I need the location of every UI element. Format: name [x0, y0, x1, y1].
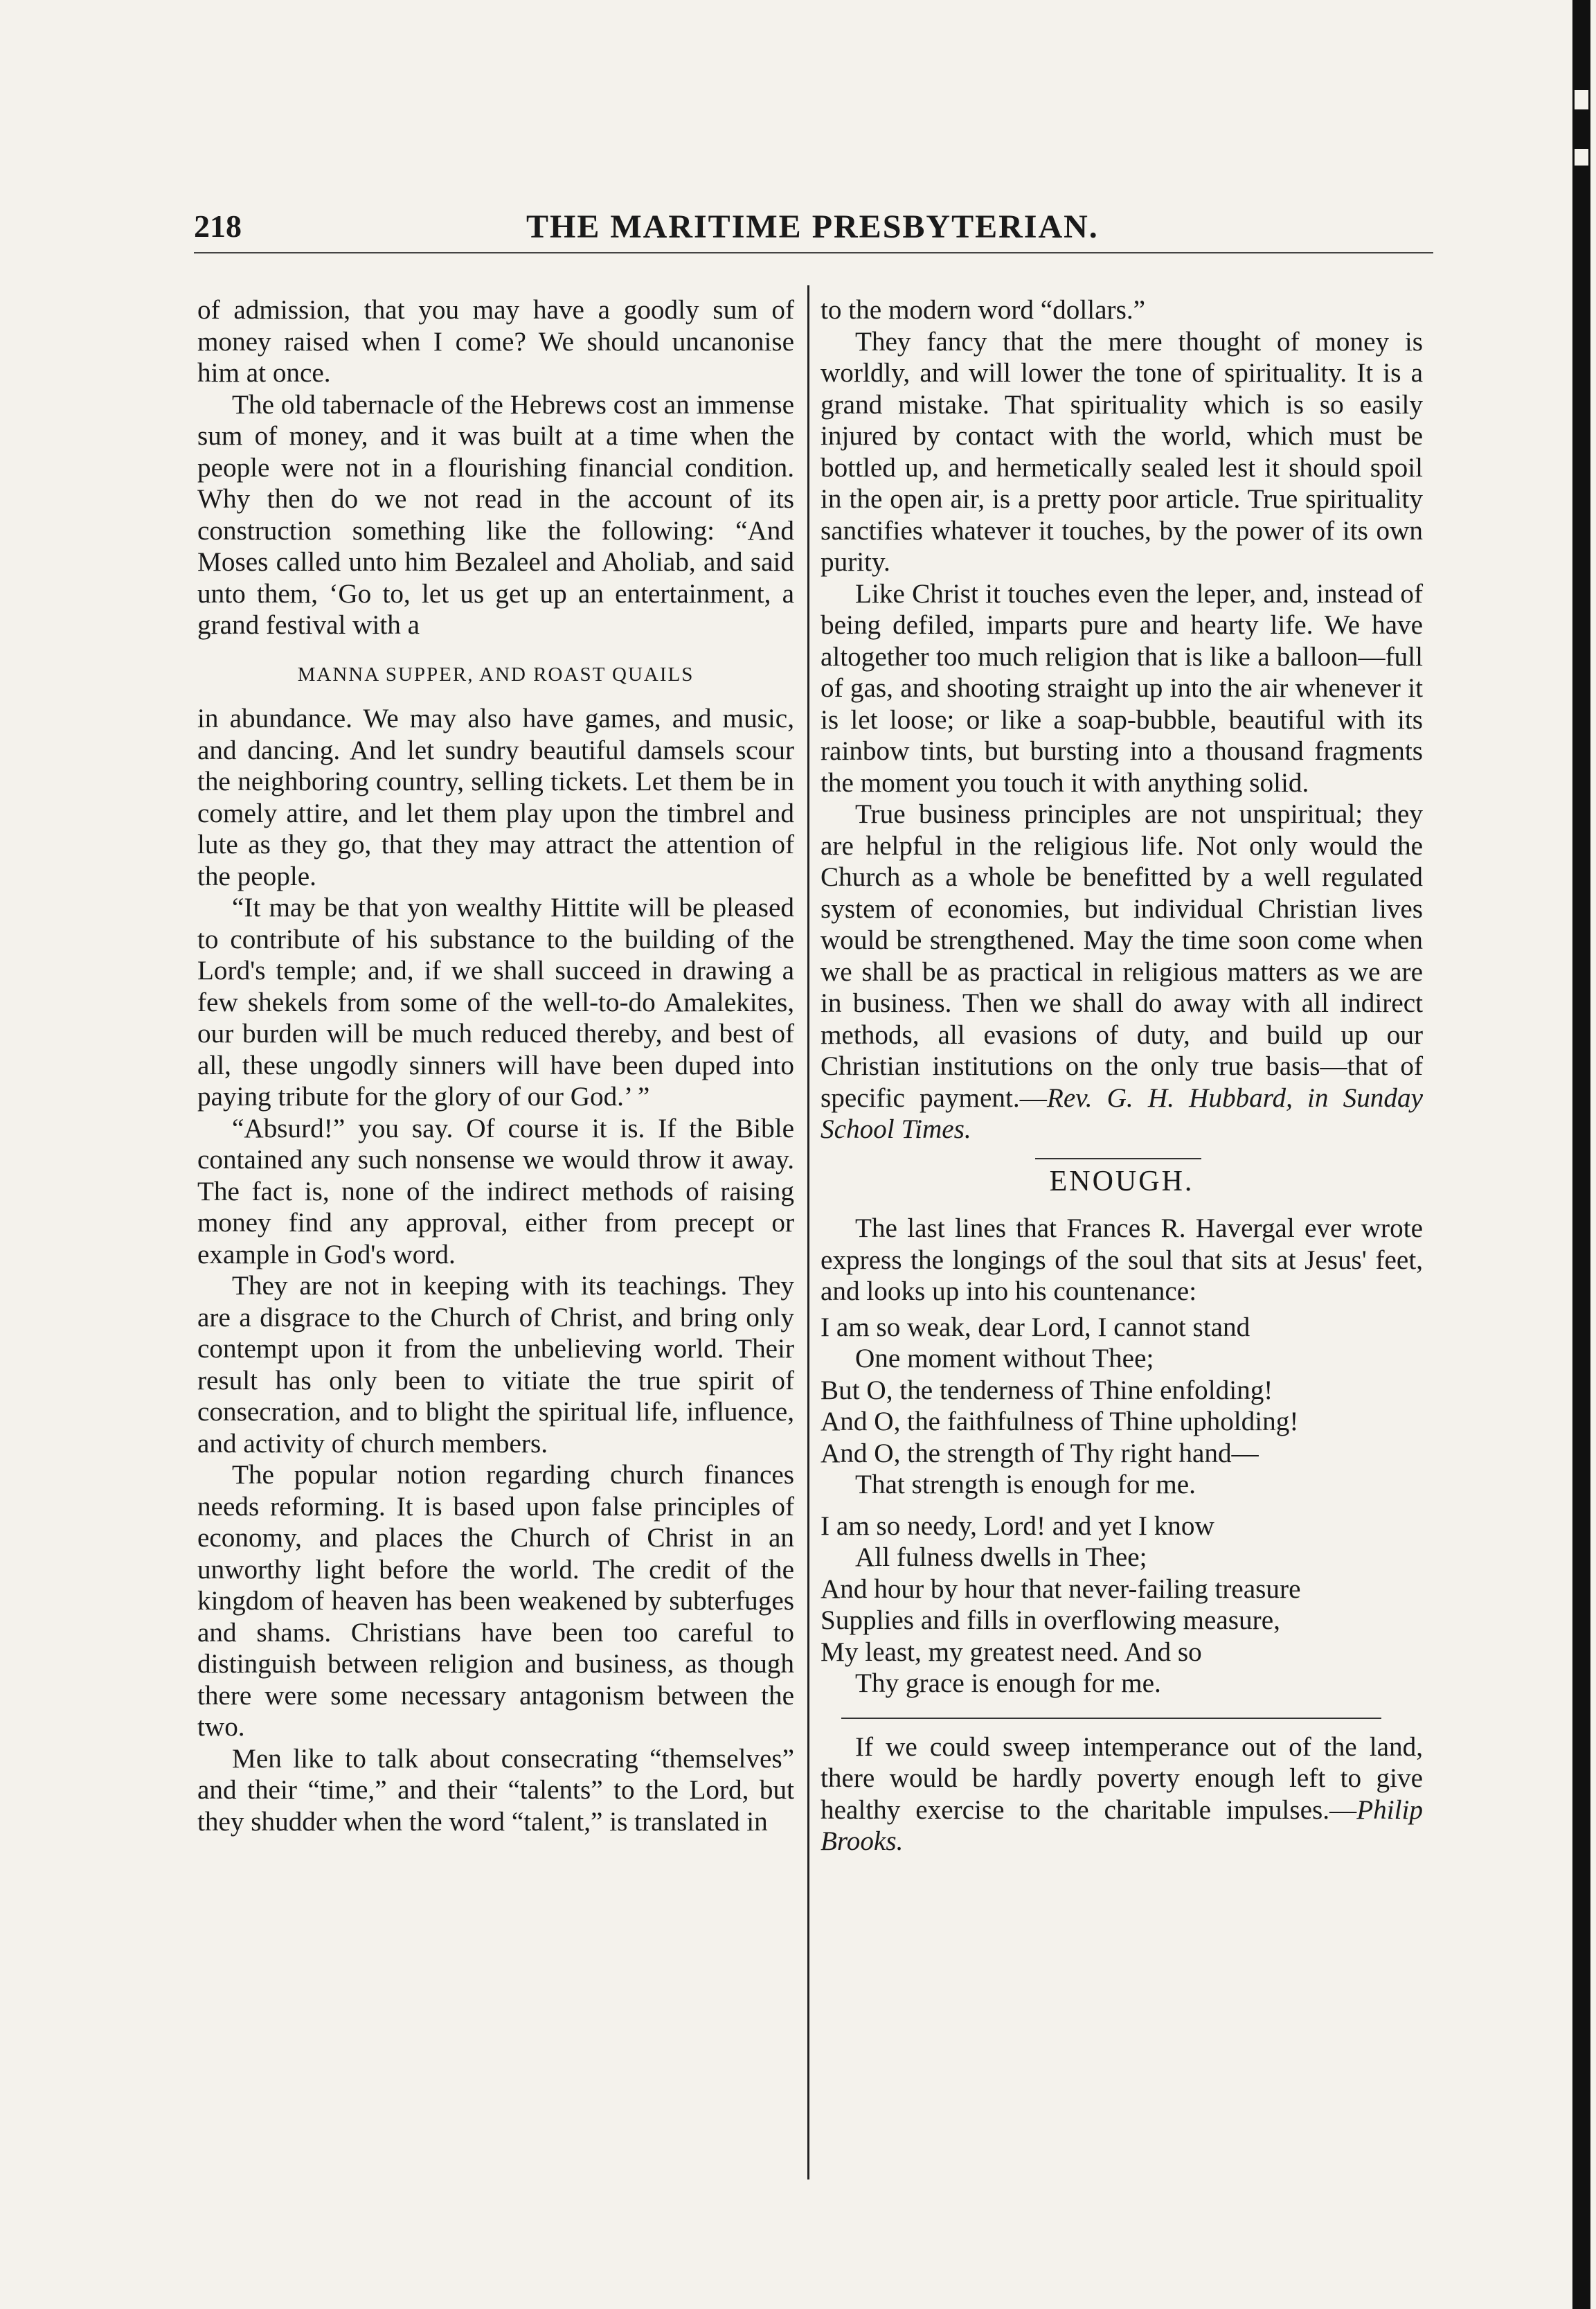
- paragraph: to the modern word “dollars.”: [821, 295, 1146, 325]
- poem-line: But O, the tenderness of Thine enfolding!: [821, 1375, 1273, 1405]
- header-rule: [194, 252, 1433, 253]
- right-column: [821, 294, 1423, 1857]
- paragraph-text: If we could sweep intemperance out of the land, there would be hardly poverty enough left to give healthy exercise to the charitable impulses.—: [821, 1731, 1423, 1825]
- scan-edge-bar: [1572, 0, 1590, 2309]
- section-rule: [841, 1718, 1381, 1719]
- poem-line: I am so needy, Lord! and yet I know: [821, 1510, 1214, 1541]
- paragraph: The old tabernacle of the Hebrews cost an immense sum of money, and it was built at a time when the people were not in a flourishing financial condition. Why then do we not read in the account of its construction something like the following: “And Moses called unto him Bezaleel and Aholiab, and said unto them, ‘Go to, let us get up an entertainment, a grand festival with a: [197, 389, 794, 640]
- poem-line: And O, the faithfulness of Thine upholding!: [821, 1407, 1299, 1436]
- running-title: THE MARITIME PRESBYTERIAN.: [526, 208, 1099, 245]
- poem-line: Supplies and fills in overflowing measure,: [821, 1605, 1280, 1635]
- paragraph: They are not in keeping with its teachings. They are a disgrace to the Church of Christ, and bring only contempt upon it from the unbelieving world. Their result has only been to vitiate the true spirit of consecration, and to blight the spiritual life, influence, and activity of church members.: [197, 1271, 794, 1459]
- poem-line: And hour by hour that never-failing treasure: [821, 1573, 1301, 1604]
- poem-stanza: [821, 1312, 1423, 1501]
- paragraph: They fancy that the mere thought of money is worldly, and will lower the tone of spirituality. It is a grand mistake. That spirituality which is so easily injured by contact with the world, which must be bottled up, and hermetically sealed lest it should spoil in the open air, is a pretty poor article. True spirituality sanctifies whatever it touches, by the power of its own purity.: [821, 326, 1423, 577]
- paragraph: The popular notion regarding church finances needs reforming. It is based upon false principles of economy, and places the Church of Christ in an unworthy light before the world. The credit of the kingdom of heaven has been weakened by subterfuges and shams. Christians have been too careful to distinguish between religion and business, as though there were some necessary antagonism between the two.: [197, 1460, 794, 1742]
- poem-line: That strength is enough for me.: [855, 1470, 1196, 1499]
- page-header: [194, 202, 1433, 251]
- poem-line: All fulness dwells in Thee;: [855, 1542, 1147, 1572]
- subheading: MANNA SUPPER, AND ROAST QUAILS: [297, 663, 694, 686]
- poem-line: Thy grace is enough for me.: [855, 1668, 1161, 1698]
- left-column: [197, 294, 794, 1837]
- paragraph: “Absurd!” you say. Of course it is. If the Bible contained any such nonsense we would throw it away. The fact is, none of the indirect methods of raising money find any approval, either from precept or example in God's word.: [197, 1113, 794, 1269]
- paragraph: of admission, that you may have a goodly sum of money raised when I come? We should uncanonise him at once.: [197, 295, 794, 388]
- poem-line: I am so weak, dear Lord, I cannot stand: [821, 1312, 1250, 1342]
- column-divider: [807, 285, 809, 2179]
- paragraph: in abundance. We may also have games, and music, and dancing. And let sundry beautiful damsels scour the neighboring country, selling tickets. Let them be in comely attire, and let them play upon the timbrel and lute as they go, that they may attract the attention of the people.: [197, 704, 794, 891]
- paragraph: [821, 799, 1423, 1145]
- poem-line: One moment without Thee;: [855, 1344, 1154, 1373]
- paragraph: [821, 1731, 1423, 1857]
- poem-line: My least, my greatest need. And so: [821, 1637, 1202, 1667]
- section-rule: [1035, 1158, 1201, 1159]
- poem-stanza: [821, 1510, 1423, 1700]
- attribution: Rev. G. H. Hubbard, in Sunday School Times.: [821, 1082, 1423, 1144]
- attribution: Philip Brooks.: [821, 1794, 1423, 1856]
- page-number: 218: [194, 208, 242, 244]
- paragraph: The last lines that Frances R. Havergal ever wrote express the longings of the soul that sits at Jesus' feet, and looks up into his countenance:: [821, 1213, 1423, 1306]
- paragraph-text: True business principles are not unspiritual; they are helpful in the religious life. Not only would the Church as a whole be benefitted by a well regulated system of economies, but individual Christian lives would be strengthened. May the time soon come when we shall be as practical in religious matters as we are in business. Then we shall do away with all indirect methods, all evasions of duty, and build up our Christian institutions on the only true basis—that of specific payment.—: [821, 799, 1423, 1113]
- poem-line: And O, the strength of Thy right hand—: [821, 1438, 1259, 1468]
- paragraph: Men like to talk about consecrating “themselves” and their “time,” and their “talents” to the Lord, but they shudder when the word “talent,” is translated in: [197, 1743, 794, 1837]
- paragraph: “It may be that yon wealthy Hittite will be pleased to contribute of his substance to the building of the Lord's temple; and, if we shall succeed in drawing a few shekels from some of the well-to-do Amalekites, our burden will be much reduced thereby, and best of all, these ungodly sinners will have been duped into paying tribute for the glory of our God.’ ”: [197, 893, 794, 1112]
- paragraph: Like Christ it touches even the leper, and, instead of being defiled, imparts pure and hearty life. We have altogether too much religion that is like a balloon—full of gas, and shooting straight up into the air whenever it is let loose; or like a soap-bubble, beautiful with its rainbow tints, but bursting into a thousand fragments the moment you touch it with anything solid.: [821, 578, 1423, 798]
- section-title: ENOUGH.: [1049, 1165, 1194, 1197]
- poem: [821, 1312, 1423, 1700]
